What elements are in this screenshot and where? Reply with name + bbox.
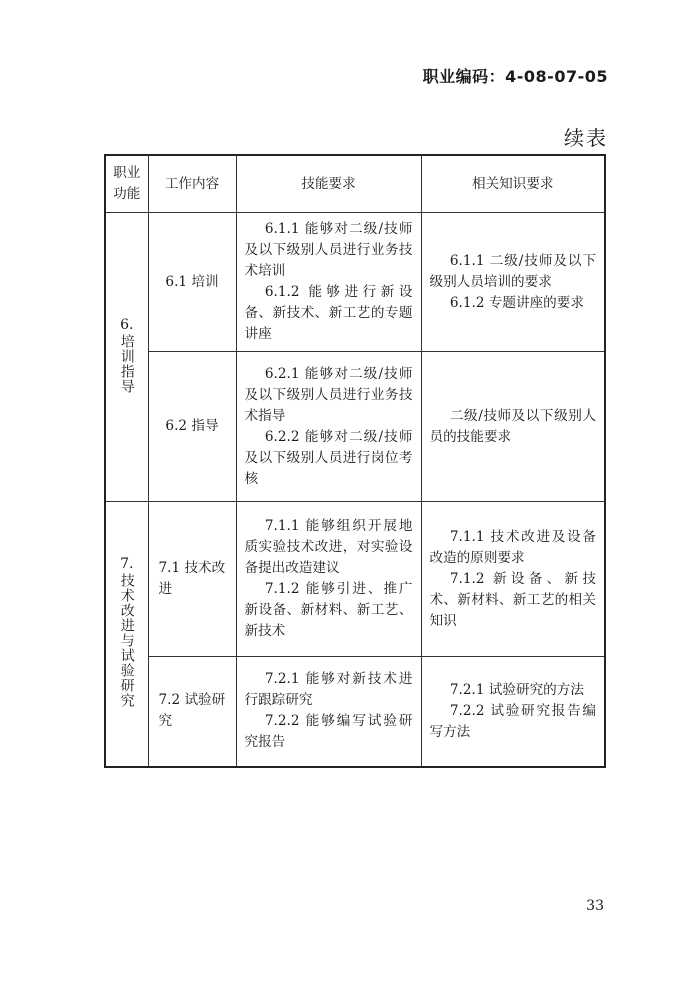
skill-requirements: [236, 502, 421, 657]
knowledge-item: 7.1.1 技术改进及设备改造的原则要求: [429, 528, 596, 566]
knowledge-item: 7.2.2 试验研究报告编写方法: [429, 702, 596, 740]
knowledge-requirements: [421, 657, 605, 767]
function-number: 7.: [120, 555, 134, 572]
function-cell-6: [105, 213, 148, 502]
knowledge-item: 6.1.2 专题讲座的要求: [449, 294, 584, 311]
skill-requirements: [236, 352, 421, 502]
knowledge-requirements: [421, 502, 605, 657]
work-content: 7.2 试验研究: [148, 657, 236, 767]
knowledge-item: 6.1.1 二级/技师及以下级别人员培训的要求: [429, 252, 596, 290]
function-cell-7: [105, 502, 148, 767]
continued-label: 续表: [564, 126, 608, 150]
header-work: 工作内容: [148, 155, 236, 213]
header-knowledge: 相关知识要求: [421, 155, 605, 213]
table-row: [105, 502, 605, 657]
knowledge-item: 7.2.1 试验研究的方法: [449, 681, 584, 698]
page-number: 33: [586, 898, 604, 914]
skill-item: 6.2.1 能够对二级/技师及以下级别人员进行业务技术指导: [244, 365, 413, 424]
skill-requirements: [236, 657, 421, 767]
function-name: 技术改进与试验研究: [118, 572, 135, 708]
skill-item: 6.2.2 能够对二级/技师及以下级别人员进行岗位考核: [244, 428, 413, 487]
skill-item: 7.2.1 能够对新技术进行跟踪研究: [244, 671, 413, 709]
knowledge-requirements: [421, 352, 605, 502]
skill-item: 7.1.2 能够引进、推广新设备、新材料、新工艺、新技术: [244, 581, 413, 639]
function-number: 6.: [120, 316, 134, 333]
work-content: 7.1 技术改进: [148, 502, 236, 657]
table-header-row: [105, 155, 605, 213]
table-row: [105, 213, 605, 352]
header-skill: 技能要求: [236, 155, 421, 213]
function-name: 培训指导: [118, 333, 135, 394]
work-content: 6.1 培训: [148, 213, 236, 352]
knowledge-item: 二级/技师及以下级别人员的技能要求: [429, 407, 596, 445]
skills-table: [104, 154, 606, 768]
skill-item: 7.2.2 能够编写试验研究报告: [244, 713, 413, 751]
skill-requirements: [236, 213, 421, 352]
knowledge-item: 7.1.2 新设备、新技术、新材料、新工艺的相关知识: [429, 570, 596, 629]
table-row: [105, 657, 605, 767]
work-content: 6.2 指导: [148, 352, 236, 502]
table-row: [105, 352, 605, 502]
skill-item: 7.1.1 能够组织开展地质实验技术改进，对实验设备提出改造建议: [244, 518, 413, 576]
knowledge-requirements: [421, 213, 605, 352]
occupation-code: 职业编码：4-08-07-05: [422, 67, 608, 86]
skill-item: 6.1.2 能够进行新设备、新技术、新工艺的专题讲座: [244, 284, 413, 342]
header-function: 职业 功能: [105, 155, 148, 213]
skill-item: 6.1.1 能够对二级/技师及以下级别人员进行业务技术培训: [244, 221, 413, 279]
